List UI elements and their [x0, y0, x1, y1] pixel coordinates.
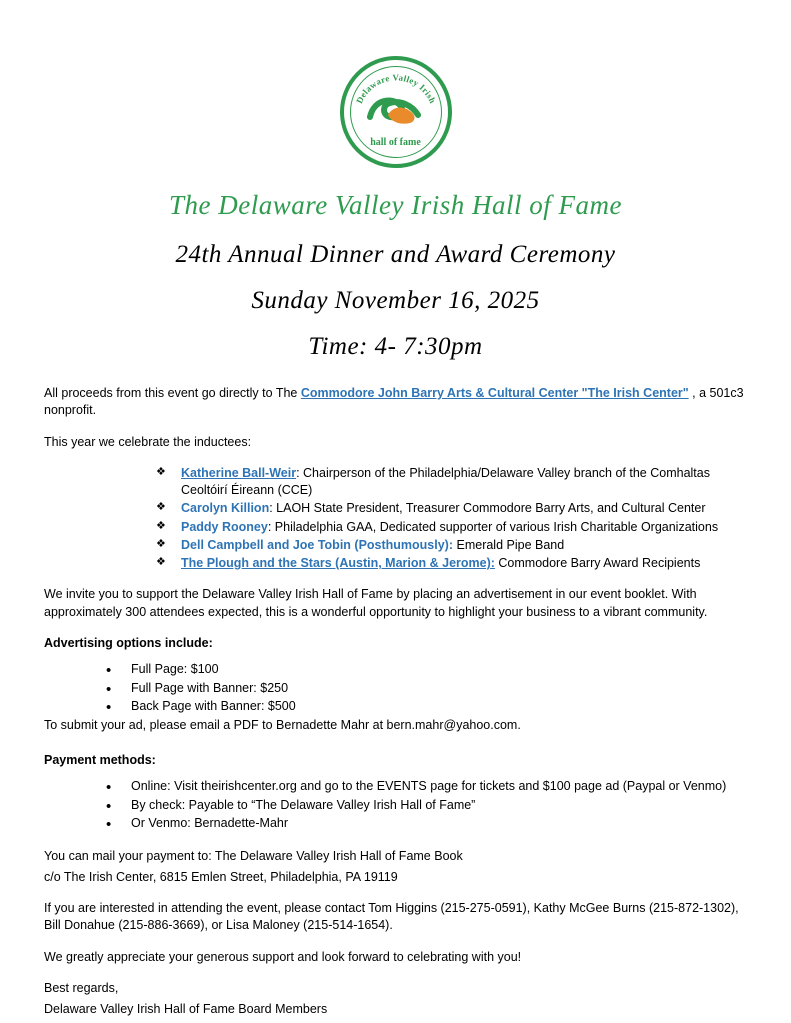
inductee-desc: : Philadelphia GAA, Dedicated supporter of various Irish Charitable Organizations [267, 519, 719, 534]
list-item [156, 537, 747, 554]
contact-paragraph: If you are interested in attending the event, please contact Tom Higgins (215-275-0591), Kathy McGee Burns (215-872-1302), Bill Donahue (215-886-3669), or Lisa Maloney (215-514-1654). [44, 901, 739, 933]
inductee-name: Carolyn Killion [181, 501, 270, 516]
logo-arc-label: Delaware Valley Irish [353, 72, 438, 106]
shamrock-swirl-icon [366, 93, 426, 127]
event-time: Time: 4- 7:30pm [308, 333, 483, 360]
sign-off: Best regards, [44, 980, 119, 995]
list-item: • Full Page: $100 [106, 661, 747, 679]
mail-line-1: You can mail your payment to: The Delaware Valley Irish Hall of Fame Book [44, 848, 463, 863]
logo-bottom-label: hall of fame [370, 137, 421, 148]
list-item [156, 500, 747, 517]
list-item: • Or Venmo: Bernadette-Mahr [106, 815, 747, 833]
irish-center-link[interactable]: Commodore John Barry Arts & Cultural Center "The Irish Center" [300, 386, 689, 400]
list-item: • Online: Visit theirishcenter.org and go to the EVENTS page for tickets and $100 page ad (Paypal or Venmo) [106, 778, 747, 796]
inductee-desc: : Chairperson of the Philadelphia/Delaware Valley branch of the Comhaltas Ceoltóirí Éireann (CCE) [181, 465, 710, 497]
list-item [156, 519, 747, 536]
list-item: • Back Page with Banner: $500 [106, 698, 747, 716]
list-item: • By check: Payable to “The Delaware Valley Irish Hall of Fame” [106, 797, 747, 815]
intro-text-before: All proceeds from this event go directly to The [44, 386, 301, 400]
payment-heading: Payment methods: [44, 752, 156, 767]
event-title: 24th Annual Dinner and Award Ceremony [175, 241, 616, 268]
mail-line-2: c/o The Irish Center, 6815 Emlen Street, Philadelphia, PA 19119 [44, 869, 398, 884]
inductee-desc: Emerald Pipe Band [453, 537, 565, 552]
inductee-desc: Commodore Barry Award Recipients [494, 556, 701, 570]
intro-paragraph [44, 385, 747, 420]
inductee-name: Katherine Ball-Weir [181, 465, 297, 480]
list-item [156, 465, 747, 500]
page-title: The Delaware Valley Irish Hall of Fame [169, 190, 622, 220]
event-date: Sunday November 16, 2025 [251, 287, 540, 314]
inductee-name: Paddy Rooney [181, 519, 268, 534]
inductee-desc: : LAOH State President, Treasurer Commodore Barry Arts, and Cultural Center [269, 501, 706, 516]
advertising-heading: Advertising options include: [44, 635, 213, 650]
inductee-name: The Plough and the Stars (Austin, Marion & Jerome): [181, 556, 495, 570]
advertising-options-list [44, 661, 747, 716]
intro-text-after: , a 501c3 nonprofit. [44, 386, 744, 418]
payment-methods-list [44, 778, 747, 833]
thanks-paragraph: We greatly appreciate your generous support and look forward to celebrating with you! [44, 949, 522, 964]
inductees-lead-in: This year we celebrate the inductees: [44, 434, 252, 449]
logo-container [44, 0, 747, 168]
document-body [44, 385, 747, 1018]
hall-of-fame-logo [340, 56, 452, 168]
inductees-list [44, 465, 747, 573]
signature: Delaware Valley Irish Hall of Fame Board Members [44, 1002, 328, 1016]
spacer [44, 738, 747, 752]
list-item: • Full Page with Banner: $250 [106, 680, 747, 698]
inductee-name: Dell Campbell and Joe Tobin (Posthumously): [181, 537, 454, 552]
list-item [156, 555, 747, 572]
support-paragraph: We invite you to support the Delaware Valley Irish Hall of Fame by placing an advertisement in our event booklet. With approximately 300 attendees expected, this is a wonderful opportunity to highlight your business to a vibrant community. [44, 587, 708, 619]
ad-submission-note: To submit your ad, please email a PDF to Bernadette Mahr at bern.mahr@yahoo.com. [44, 717, 521, 732]
spacer [44, 834, 747, 848]
